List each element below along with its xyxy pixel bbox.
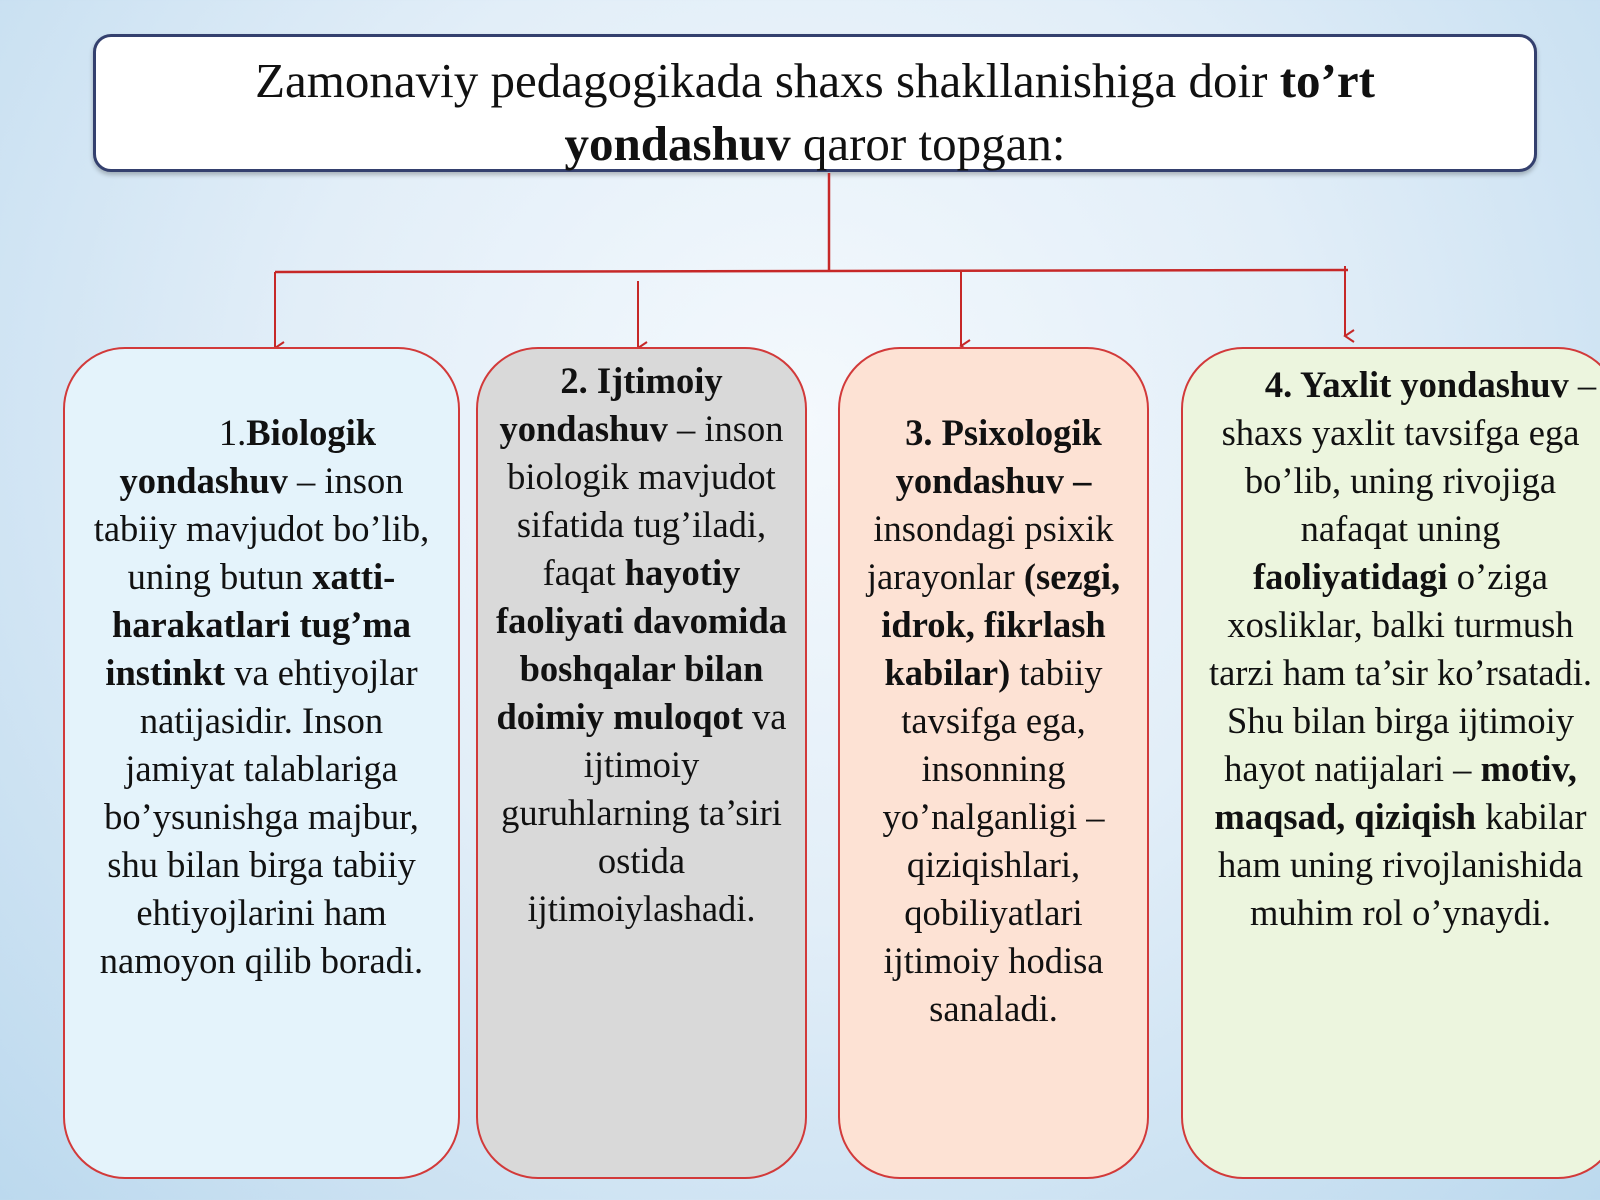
connector-bar bbox=[275, 270, 1348, 272]
card-heading: Biologik yondashuv bbox=[119, 412, 377, 501]
title-text: Zamonaviy pedagogikada shaxs shakllanishiga doir bbox=[255, 53, 1280, 108]
card-bold-text: hayotiy faoliyati davomida boshqalar bilan doimiy muloqot bbox=[496, 552, 788, 737]
card-ijtimoiy bbox=[476, 347, 807, 1179]
card-text: o’ziga xosliklar, balki turmush tarzi ham ta’sir ko’rsatadi. Shu bilan birga ijtimoiy hayot natijalari – bbox=[1208, 556, 1593, 789]
card-psixologik bbox=[838, 347, 1149, 1179]
card-text: va ehtiyojlar natijasidir. Inson jamiyat talablariga bo’ysunishga majbur, shu bilan birga tabiiy ehtiyojlarini ham namoyon qilib boradi. bbox=[99, 652, 424, 981]
title-box bbox=[93, 34, 1537, 172]
card-number: 2. bbox=[560, 360, 597, 401]
card-text: kabilar ham uning rivojlanishida muhim rol o’ynaydi. bbox=[1218, 796, 1587, 933]
card-number: 3. bbox=[905, 412, 942, 453]
card-text: tabiiy tavsifga ega, insonning yo’nalganligi – qiziqishlari, qobiliyatlari ijtimoiy hodisa sanaladi. bbox=[882, 652, 1105, 1029]
card-heading: Psixologik yondashuv – bbox=[895, 412, 1102, 501]
card-heading: Ijtimoiy yondashuv bbox=[499, 360, 723, 449]
card-bold-text: (sezgi, idrok, fikrlash kabilar) bbox=[881, 556, 1121, 693]
card-bold-text: faoliyatidagi bbox=[1252, 556, 1448, 597]
title-text-end: qaror topgan: bbox=[790, 116, 1066, 171]
card-number: 4. bbox=[1264, 364, 1300, 405]
card-number: 1. bbox=[218, 412, 247, 453]
card-bold-text: xatti-harakatlari tug’ma instinkt bbox=[105, 556, 412, 693]
card-heading: Yaxlit yondashuv bbox=[1300, 364, 1569, 405]
card-text: – inson biologik mavjudot sifatida tug’iladi, faqat bbox=[507, 408, 784, 593]
card-text: insondagi psixik jarayonlar bbox=[866, 508, 1114, 597]
card-biologik bbox=[63, 347, 460, 1179]
card-text: – shaxs yaxlit tavsifga ega bo’lib, uning rivojiga nafaqat uning bbox=[1221, 364, 1597, 549]
card-yaxlit bbox=[1181, 347, 1600, 1179]
card-text: – inson tabiiy mavjudot bo’lib, uning butun bbox=[93, 460, 430, 597]
title-bold-text: to’rt yondashuv bbox=[564, 53, 1375, 171]
card-bold-text: motiv, maqsad, qiziqish bbox=[1214, 748, 1577, 837]
card-text: va ijtimoiy guruhlarning ta’siri ostida ijtimoiylashadi. bbox=[501, 696, 787, 929]
